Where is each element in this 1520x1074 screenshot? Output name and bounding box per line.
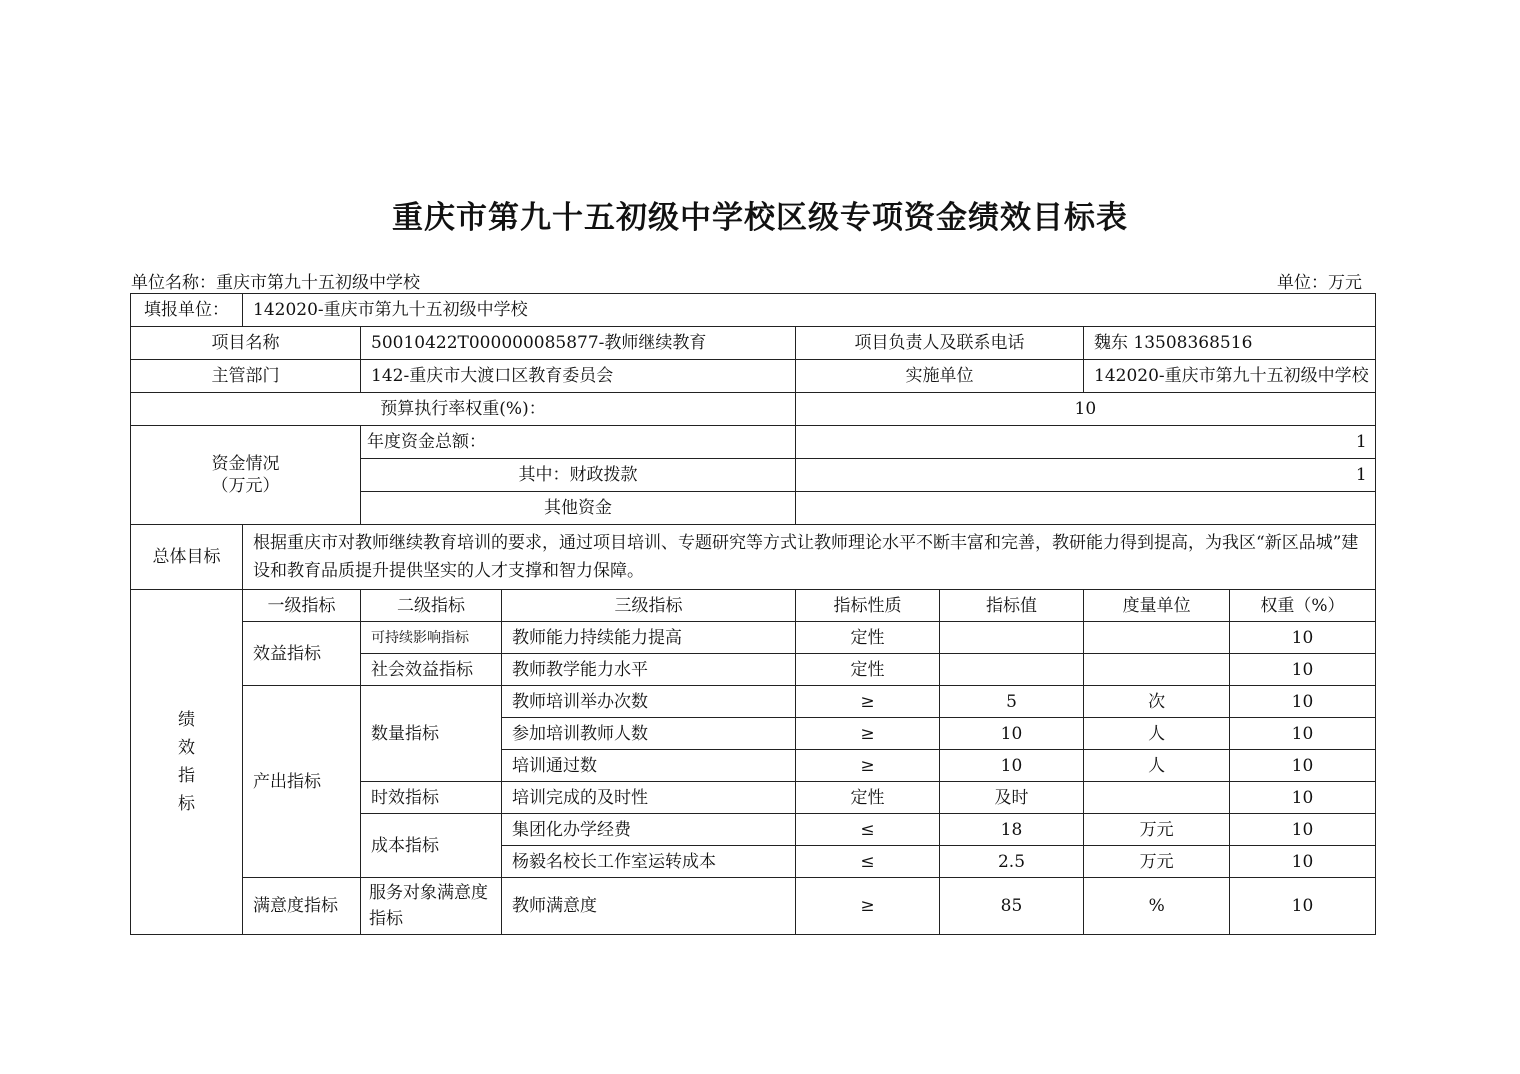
perf-char: 标 bbox=[178, 794, 195, 814]
impl-label: 实施单位 bbox=[796, 360, 1084, 393]
fill-unit-value: 142020-重庆市第九十五初级中学校 bbox=[243, 294, 1376, 327]
indicator-name: 教师能力持续能力提高 bbox=[502, 622, 796, 654]
perf-char: 指 bbox=[178, 766, 195, 786]
indicator-weight: 10 bbox=[1230, 686, 1375, 718]
level2-service-sat: 服务对象满意度指标 bbox=[361, 878, 502, 935]
level2-timeliness: 时效指标 bbox=[361, 782, 502, 814]
funds-label-line1: 资金情况 bbox=[211, 454, 280, 474]
indicator-nature: 定性 bbox=[796, 654, 940, 686]
perf-char: 效 bbox=[178, 738, 195, 758]
indicator-name: 集团化办学经费 bbox=[502, 814, 796, 846]
indicator-unit bbox=[1084, 622, 1230, 654]
indicator-unit: 次 bbox=[1084, 686, 1230, 718]
funds-total-value: 1 bbox=[796, 426, 1376, 459]
perf-char: 绩 bbox=[178, 710, 195, 730]
indicator-unit: 人 bbox=[1084, 750, 1230, 782]
indicator-name: 教师教学能力水平 bbox=[502, 654, 796, 686]
funds-other-label: 其他资金 bbox=[361, 492, 796, 525]
indicator-value: 18 bbox=[940, 814, 1084, 846]
contact-label: 项目负责人及联系电话 bbox=[796, 327, 1084, 360]
indicator-weight: 10 bbox=[1230, 622, 1375, 654]
contact-value: 魏东 13508368516 bbox=[1084, 327, 1376, 360]
indicator-weight: 10 bbox=[1230, 782, 1375, 814]
project-name-row bbox=[131, 327, 1376, 360]
indicator-value: 及时 bbox=[940, 782, 1084, 814]
funds-other-value bbox=[796, 492, 1376, 525]
perf-header-row bbox=[131, 590, 1376, 622]
fill-unit-row bbox=[131, 294, 1376, 327]
indicator-weight: 10 bbox=[1230, 846, 1375, 878]
indicator-nature: 定性 bbox=[796, 782, 940, 814]
level2-social: 社会效益指标 bbox=[361, 654, 502, 686]
unit-name: 单位名称：重庆市第九十五初级中学校 bbox=[131, 273, 420, 293]
col-header: 权重（%） bbox=[1230, 590, 1375, 622]
indicator-row bbox=[131, 878, 1376, 935]
funds-label-line2: （万元） bbox=[211, 476, 280, 496]
indicator-name: 杨毅名校长工作室运转成本 bbox=[502, 846, 796, 878]
indicator-weight: 10 bbox=[1230, 654, 1375, 686]
indicator-nature: 定性 bbox=[796, 622, 940, 654]
col-header: 度量单位 bbox=[1084, 590, 1230, 622]
goal-label: 总体目标 bbox=[131, 525, 243, 590]
indicator-name: 教师满意度 bbox=[502, 878, 796, 935]
indicator-unit bbox=[1084, 782, 1230, 814]
indicator-nature: ≥ bbox=[796, 718, 940, 750]
indicator-weight: 10 bbox=[1230, 814, 1375, 846]
col-header: 指标值 bbox=[940, 590, 1084, 622]
indicator-value bbox=[940, 622, 1084, 654]
goal-text: 根据重庆市对教师继续教育培训的要求，通过项目培训、专题研究等方式让教师理论水平不断丰富和完善，教研能力得到提高，为我区“新区品城”建设和教育品质提升提供坚实的人才支撑和智力保障。 bbox=[243, 525, 1376, 590]
indicator-value: 10 bbox=[940, 750, 1084, 782]
performance-table bbox=[130, 293, 1376, 935]
budget-weight-row bbox=[131, 393, 1376, 426]
indicator-value: 5 bbox=[940, 686, 1084, 718]
indicator-nature: ≥ bbox=[796, 878, 940, 935]
indicator-value: 10 bbox=[940, 718, 1084, 750]
indicator-name: 教师培训举办次数 bbox=[502, 686, 796, 718]
indicator-unit: 万元 bbox=[1084, 814, 1230, 846]
indicator-row bbox=[131, 622, 1376, 654]
col-header: 指标性质 bbox=[796, 590, 940, 622]
indicator-nature: ≥ bbox=[796, 686, 940, 718]
indicator-value: 2.5 bbox=[940, 846, 1084, 878]
dept-value: 142-重庆市大渡口区教育委员会 bbox=[361, 360, 796, 393]
level1-satisfaction: 满意度指标 bbox=[243, 878, 361, 935]
indicator-row bbox=[131, 686, 1376, 718]
perf-section-label bbox=[131, 590, 243, 935]
indicator-unit: 万元 bbox=[1084, 846, 1230, 878]
budget-weight-value: 10 bbox=[796, 393, 1376, 426]
project-name-value: 50010422T000000085877-教师继续教育 bbox=[361, 327, 796, 360]
dept-label: 主管部门 bbox=[131, 360, 361, 393]
level1-benefit: 效益指标 bbox=[243, 622, 361, 686]
level1-output: 产出指标 bbox=[243, 686, 361, 878]
indicator-name: 培训通过数 bbox=[502, 750, 796, 782]
indicator-unit bbox=[1084, 654, 1230, 686]
indicator-unit: 人 bbox=[1084, 718, 1230, 750]
col-header: 一级指标 bbox=[243, 590, 361, 622]
indicator-value bbox=[940, 654, 1084, 686]
indicator-weight: 10 bbox=[1230, 878, 1375, 935]
fill-unit-label: 填报单位： bbox=[131, 294, 243, 327]
indicator-weight: 10 bbox=[1230, 718, 1375, 750]
dept-row bbox=[131, 360, 1376, 393]
funds-label bbox=[131, 426, 361, 525]
goal-row bbox=[131, 525, 1376, 590]
indicator-nature: ≤ bbox=[796, 846, 940, 878]
level2-cost: 成本指标 bbox=[361, 814, 502, 878]
level2-sustain: 可持续影响指标 bbox=[361, 622, 502, 654]
indicator-name: 培训完成的及时性 bbox=[502, 782, 796, 814]
page-title: 重庆市第九十五初级中学校区级专项资金绩效目标表 bbox=[392, 200, 1128, 236]
budget-weight-label: 预算执行率权重(%)： bbox=[131, 393, 796, 426]
funds-fiscal-value: 1 bbox=[796, 459, 1376, 492]
indicator-name: 参加培训教师人数 bbox=[502, 718, 796, 750]
funds-fiscal-label: 其中：财政拨款 bbox=[361, 459, 796, 492]
indicator-value: 85 bbox=[940, 878, 1084, 935]
funds-total-label: 年度资金总额： bbox=[361, 426, 796, 459]
indicator-unit: % bbox=[1084, 878, 1230, 935]
col-header: 三级指标 bbox=[502, 590, 796, 622]
project-name-label: 项目名称 bbox=[131, 327, 361, 360]
indicator-weight: 10 bbox=[1230, 750, 1375, 782]
funds-total-row bbox=[131, 426, 1376, 459]
col-header: 二级指标 bbox=[361, 590, 502, 622]
impl-value: 142020-重庆市第九十五初级中学校 bbox=[1084, 360, 1376, 393]
level2-quantity: 数量指标 bbox=[361, 686, 502, 782]
unit-measure: 单位：万元 bbox=[1277, 273, 1362, 293]
indicator-nature: ≤ bbox=[796, 814, 940, 846]
indicator-nature: ≥ bbox=[796, 750, 940, 782]
